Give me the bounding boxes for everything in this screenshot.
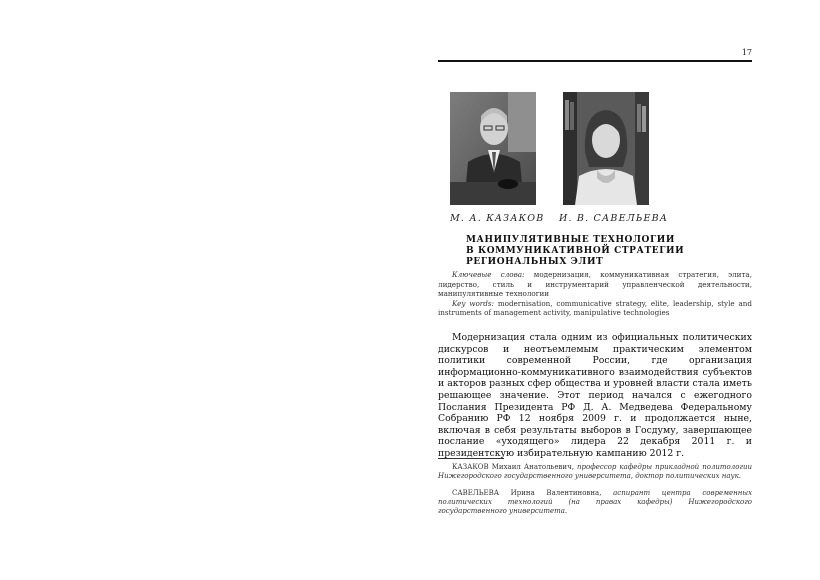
footnote-name: САВЕЛЬЕВА Ирина Валентиновна, — [452, 489, 602, 497]
footnote-kazakov — [438, 463, 752, 481]
keywords-ru-label: Ключевые слова: — [452, 270, 525, 279]
author-name-kazakov: М. А. КАЗАКОВ — [450, 213, 545, 224]
footnote-name: КАЗАКОВ Михаил Анатольевич, — [452, 463, 574, 471]
article-title-line: РЕГИОНАЛЬНЫХ ЭЛИТ — [466, 257, 604, 267]
keywords-en-text: modernisation, communicative strategy, elite, leadership, style and instruments of management activity, manipulative technologies — [438, 298, 752, 318]
body-paragraph: Модернизация стала одним из официальных политических дискурсов и неотъемлемым практическим элементом политики современной России, где организация информационно-коммуникативного взаимодействия субъектов и акторов разных сфер общества и уровней власти стала иметь решающее значение. Этот период начался с ежегодного Послания Президента РФ Д. А. Медведева Федеральному Собранию РФ 12 ноября 2009 г. и продолжается ныне, включая в себя результаты выборов в Госдуму, завершающее послание «уходящего» лидера 22 декабря 2011 г. и президентскую избирательную кампанию 2012 г. — [438, 332, 752, 459]
keywords-block — [438, 270, 752, 318]
article-title-line: МАНИПУЛЯТИВНЫЕ ТЕХНОЛОГИИ — [466, 235, 676, 245]
footnote-detail: аспирант центра современных политических технологий (на правах кафедры) Нижегородского государственного университета. — [438, 489, 753, 515]
header-rule — [438, 60, 752, 62]
footnote-rule — [438, 458, 504, 459]
keywords-en — [438, 299, 752, 318]
author-name-savelyeva: И. В. САВЕЛЬЕВА — [559, 213, 669, 224]
article-title-line: В КОММУНИКАТИВНОЙ СТРАТЕГИИ — [466, 246, 685, 256]
footnote-savelyeva — [438, 489, 752, 516]
keywords-ru-text: модернизация, коммуникативная стратегия, элита, лидерство, стиль и инструментарий управленческой деятельности, манипулятивные технологии — [438, 270, 752, 299]
keywords-ru — [438, 270, 752, 299]
keywords-en-label: Key words: — [452, 298, 494, 308]
page-number: 17 — [741, 48, 752, 57]
author-photo-kazakov — [450, 92, 536, 205]
article-title — [466, 235, 746, 268]
footnote-detail: профессор кафедры прикладной политологии Нижегородского государственного университета, доктор политических наук. — [438, 463, 752, 480]
author-photo-savelyeva — [563, 92, 649, 205]
